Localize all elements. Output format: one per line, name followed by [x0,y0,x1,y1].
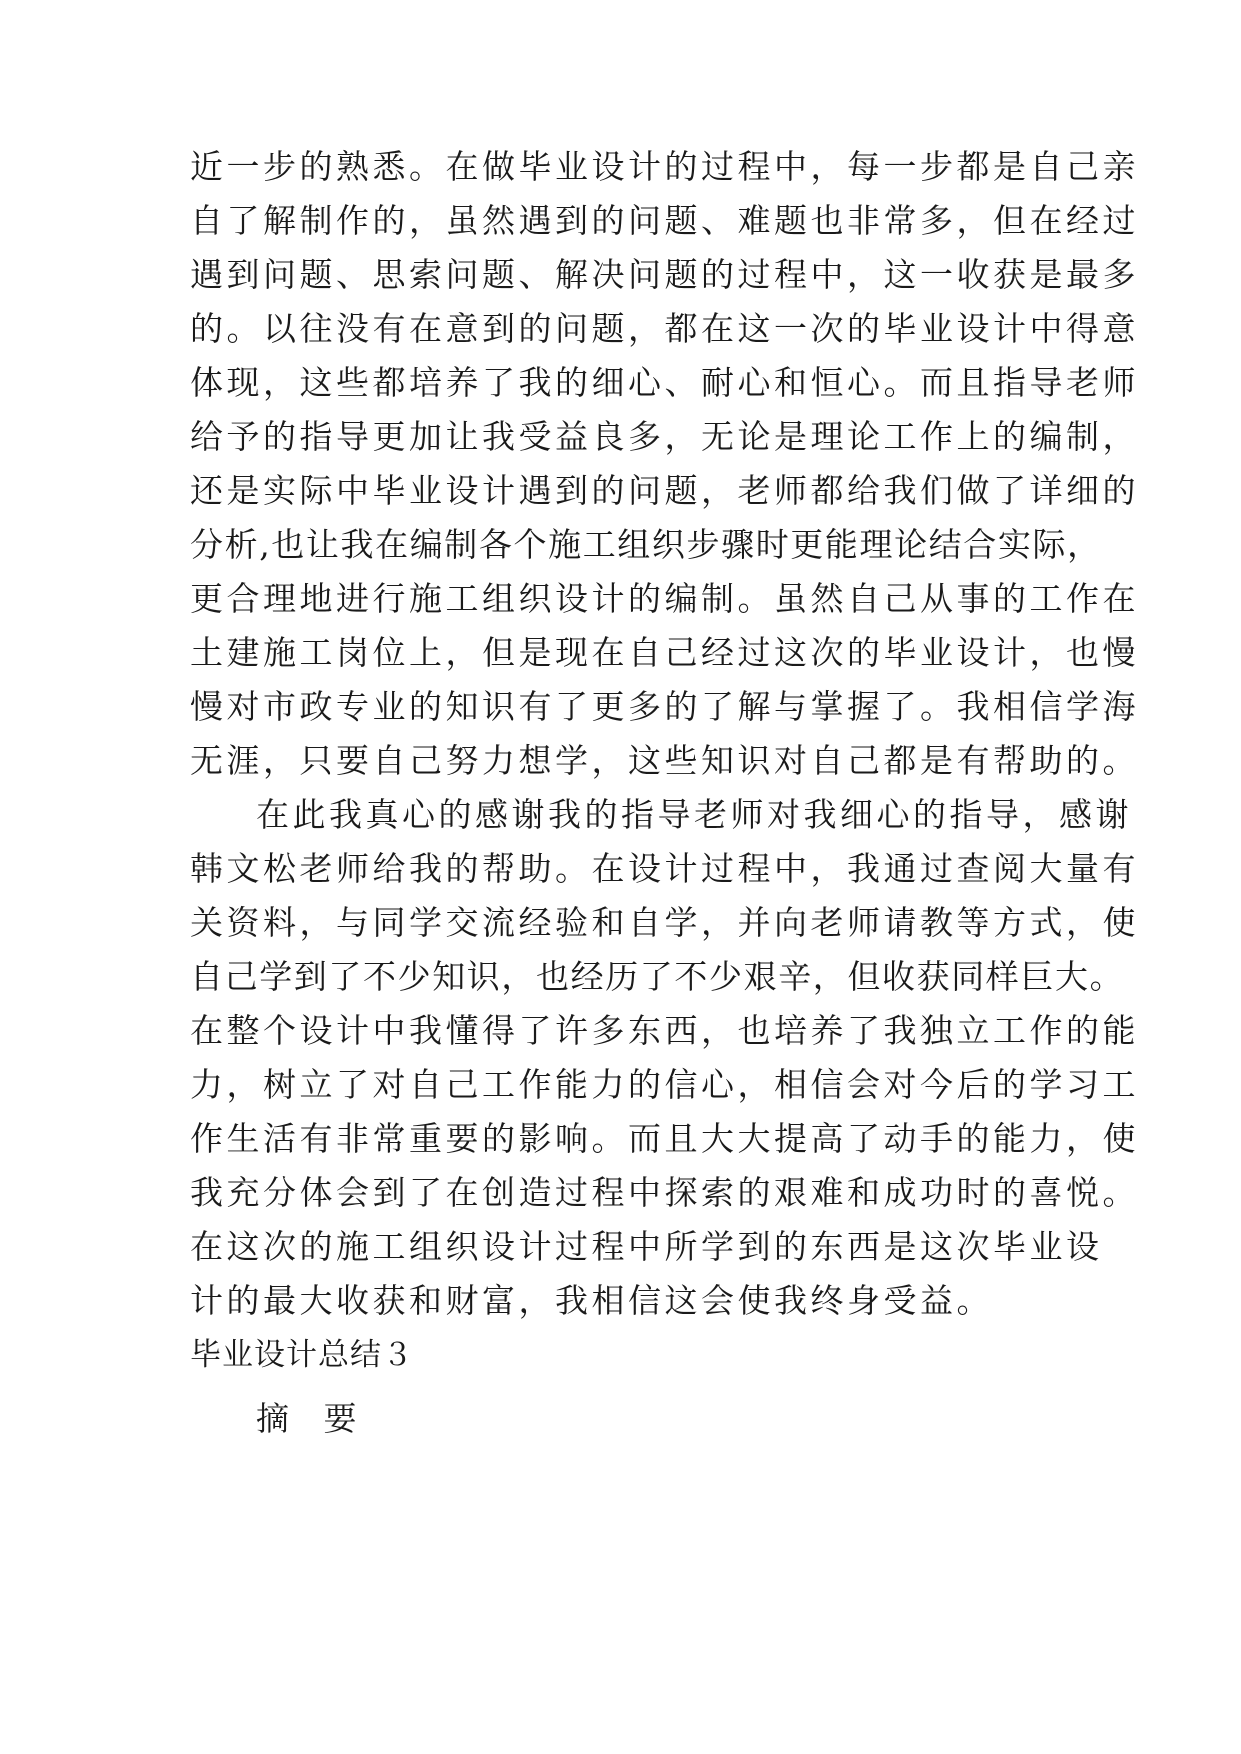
paragraph-2-line-6: 力，树立了对自己工作能力的信心，相信会对今后的学习工 [190,1065,1139,1104]
paragraph-2-line-4: 自己学到了不少知识，也经历了不少艰辛，但收获同样巨大。 [190,957,1125,996]
paragraph-1-line-7: 还是实际中毕业设计遇到的问题，老师都给我们做了详细的 [190,471,1139,510]
abstract-label: 摘 要 [256,1399,369,1438]
paragraph-1-line-4: 的。以往没有在意到的问题，都在这一次的毕业设计中得意 [190,309,1139,348]
paragraph-1-line-5: 体现，这些都培养了我的细心、耐心和恒心。而且指导老师 [190,363,1139,402]
section-heading: 毕业设计总结３ [190,1337,414,1373]
paragraph-1-line-1: 近一步的熟悉。在做毕业设计的过程中，每一步都是自己亲 [190,147,1139,186]
paragraph-1-line-12: 无涯，只要自己努力想学，这些知识对自己都是有帮助的。 [190,741,1139,780]
paragraph-1-line-8: 分析,也让我在编制各个施工组织步骤时更能理论结合实际， [190,525,1102,564]
paragraph-1-line-3: 遇到问题、思索问题、解决问题的过程中，这一收获是最多 [190,255,1139,294]
paragraph-2-line-2: 韩文松老师给我的帮助。在设计过程中，我通过查阅大量有 [190,849,1139,888]
paragraph-2-line-1: 在此我真心的感谢我的指导老师对我细心的指导，感谢 [256,795,1132,834]
paragraph-2-line-10: 计的最大收获和财富，我相信这会使我终身受益。 [190,1281,993,1320]
paragraph-1-line-10: 土建施工岗位上，但是现在自己经过这次的毕业设计，也慢 [190,633,1139,672]
paragraph-1-line-2: 自了解制作的，虽然遇到的问题、难题也非常多，但在经过 [190,201,1139,240]
paragraph-1-line-11: 慢对市政专业的知识有了更多的了解与掌握了。我相信学海 [190,687,1139,726]
paragraph-2-line-7: 作生活有非常重要的影响。而且大大提高了动手的能力，使 [190,1119,1139,1158]
paragraph-1-line-6: 给予的指导更加让我受益良多，无论是理论工作上的编制， [190,417,1139,456]
paragraph-2-line-8: 我充分体会到了在创造过程中探索的艰难和成功时的喜悦。 [190,1173,1139,1212]
paragraph-2-line-9: 在这次的施工组织设计过程中所学到的东西是这次毕业设 [190,1227,1103,1266]
paragraph-2-line-3: 关资料，与同学交流经验和自学，并向老师请教等方式，使 [190,903,1139,942]
paragraph-2-line-5: 在整个设计中我懂得了许多东西，也培养了我独立工作的能 [190,1011,1139,1050]
paragraph-1-line-9: 更合理地进行施工组织设计的编制。虽然自己从事的工作在 [190,579,1139,618]
